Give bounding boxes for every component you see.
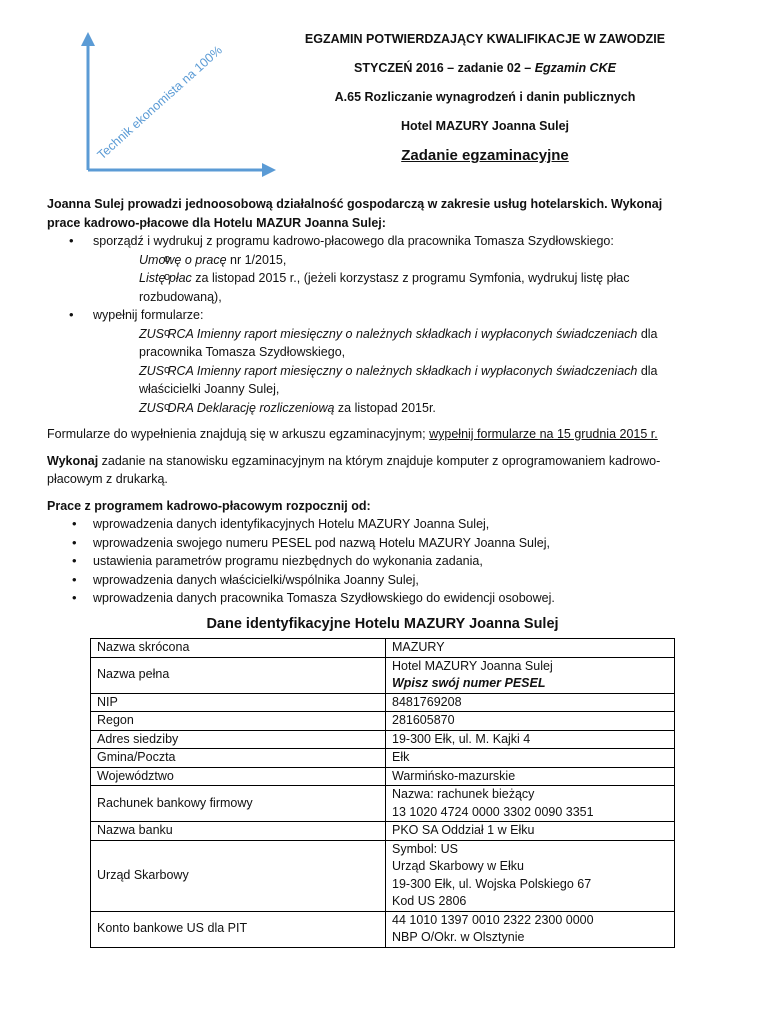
sub-item-italic: ZUS RCA Imienny raport miesięczny o należnych składkach i wypłaconych świadczeniach [139, 326, 638, 341]
table-row [91, 911, 675, 947]
document-body [47, 195, 687, 608]
table-row [91, 840, 675, 911]
table-key: Nazwa pełna [91, 657, 386, 693]
table-value-line: Urząd Skarbowy w Ełku [392, 859, 524, 873]
table-key: NIP [91, 693, 386, 712]
table-value-line: Kod US 2806 [392, 894, 467, 908]
table-value [386, 911, 675, 947]
sub-list [93, 251, 687, 307]
table-value-line: Ełk [392, 750, 410, 764]
work-paragraph-text: zadanie na stanowisku egzaminacyjnym na którym znajduje komputer z oprogramowaniem kadrowo-płacowym z drukarką. [47, 453, 661, 486]
sub-item-text: dla właścicielki Joanny Sulej, [139, 363, 658, 396]
table-value [386, 730, 675, 749]
forms-paragraph-underlined: wypełnij formularze na 15 grudnia 2015 r. [429, 427, 658, 441]
intro-paragraph: Joanna Sulej prowadzi jednoosobową działalność gospodarczą w zakresie usług hotelarskich. Wykonaj prace kadrowo-płacowe dla Hotelu MAZUR Joanna Sulej: [47, 197, 663, 230]
table-value-line: MAZURY [392, 640, 445, 654]
table-value-line: 13 1020 4724 0000 3302 0090 3351 [392, 804, 594, 819]
forms-paragraph-text: Formularze do wypełnienia znajdują się w arkuszu egzaminacyjnym; [47, 427, 430, 441]
header-line-2 [282, 59, 688, 88]
table-row [91, 749, 675, 768]
table-key: Urząd Skarbowy [91, 840, 386, 911]
sub-item-italic: Umowę o pracę [139, 252, 227, 267]
logo-text: Technik ekonomista na 100% [94, 43, 225, 163]
pesel-placeholder: Wpisz swój numer PESEL [392, 676, 546, 690]
sub-list-item [93, 251, 687, 270]
table-value-line: 8481769208 [392, 694, 462, 709]
table-key: Regon [91, 712, 386, 731]
table-row [91, 767, 675, 786]
table-value [386, 822, 675, 841]
list-item-text: wypełnij formularze: [93, 308, 204, 322]
document-header [282, 30, 688, 166]
list-item: • ustawienia parametrów programu niezbędnych do wykonania zadania, [47, 552, 687, 571]
table-value [386, 749, 675, 768]
sub-item-text: za listopad 2015 r., (jeżeli korzystasz z programu Symfonia, wydrukuj listę płac rozbudowaną), [139, 271, 630, 304]
forms-paragraph [47, 425, 687, 444]
table-title: Dane identyfikacyjne Hotelu MAZURY Joanna Sulej [206, 616, 559, 632]
header-line-3: A.65 Rozliczanie wynagrodzeń i danin publicznych [334, 90, 636, 104]
work-paragraph [47, 452, 687, 489]
logo-axes-icon [78, 30, 278, 180]
sub-list-item [93, 325, 687, 362]
header-line-4: Hotel MAZURY Joanna Sulej [400, 119, 570, 133]
table-value [386, 712, 675, 731]
table-value [386, 693, 675, 712]
sub-list-item [93, 269, 687, 306]
table-key: Województwo [91, 767, 386, 786]
table-row [91, 786, 675, 822]
list-item [47, 306, 687, 417]
sub-list-item [93, 362, 687, 399]
work-paragraph-bold: Wykonaj [47, 453, 99, 468]
table-value-line: 44 1010 1397 0010 2322 2300 0000 [392, 912, 594, 927]
table-key: Konto bankowe US dla PIT [91, 911, 386, 947]
sub-item-text: za listopad 2015r. [334, 400, 436, 415]
sub-item-italic: Listę płac [139, 271, 192, 285]
list-item: • wprowadzenia swojego numeru PESEL pod nazwą Hotelu MAZURY Joanna Sulej, [47, 534, 687, 553]
table-key: Rachunek bankowy firmowy [91, 786, 386, 822]
header-line-2-prefix: STYCZEŃ 2016 – zadanie 02 – [354, 61, 535, 75]
sub-item-text: nr 1/2015, [226, 252, 287, 267]
table-value-line: Nazwa: rachunek bieżący [392, 787, 535, 801]
table-row [91, 730, 675, 749]
table-key: Adres siedziby [91, 730, 386, 749]
table-row [91, 657, 675, 693]
table-value-line: 281605870 [392, 713, 455, 727]
header-line-2-italic: Egzamin CKE [534, 61, 616, 75]
start-list [47, 515, 687, 608]
table-value [386, 786, 675, 822]
sub-item-italic: ZUS DRA Deklarację rozliczeniową [139, 400, 335, 415]
list-item-text: sporządź i wydrukuj z programu kadrowo-płacowego dla pracownika Tomasza Szydłowskiego: [93, 234, 614, 248]
sub-item-text: dla pracownika Tomasza Szydłowskiego, [139, 326, 658, 359]
table-value-line: 19-300 Ełk, ul. Wojska Polskiego 67 [392, 876, 592, 891]
header-line-1: EGZAMIN POTWIERDZAJĄCY KWALIFIKACJE W ZAWODZIE [304, 32, 666, 46]
table-row [91, 639, 675, 658]
table-value-line: Symbol: US [392, 841, 458, 856]
task-list [47, 232, 687, 417]
table-value-line: PKO SA Oddział 1 w Ełku [392, 823, 535, 837]
table-value [386, 840, 675, 911]
table-value [386, 639, 675, 658]
table-value [386, 657, 675, 693]
table-row [91, 712, 675, 731]
table-value-line: Hotel MAZURY Joanna Sulej [392, 658, 553, 673]
list-item: • wprowadzenia danych pracownika Tomasza Szydłowskiego do ewidencji osobowej. [47, 589, 687, 608]
table-key: Nazwa skrócona [91, 639, 386, 658]
sub-list [93, 325, 687, 418]
table-row [91, 822, 675, 841]
list-item: • wprowadzenia danych identyfikacyjnych Hotelu MAZURY Joanna Sulej, [47, 515, 687, 534]
start-heading: Prace z programem kadrowo-płacowym rozpocznij od: [47, 498, 371, 513]
sub-list-item [93, 399, 687, 418]
list-item: • wprowadzenia danych właścicielki/wspólnika Joanny Sulej, [47, 571, 687, 590]
task-title: Zadanie egzaminacyjne [401, 147, 569, 164]
table-value-line: 19-300 Ełk, ul. M. Kajki 4 [392, 731, 531, 746]
table-key: Nazwa banku [91, 822, 386, 841]
sub-item-italic: ZUS RCA Imienny raport miesięczny o należnych składkach i wypłaconych świadczeniach [139, 363, 638, 378]
table-key: Gmina/Poczta [91, 749, 386, 768]
table-value [386, 767, 675, 786]
list-item [47, 232, 687, 306]
identification-table [90, 638, 675, 948]
table-value-line: NBP O/Okr. w Olsztynie [392, 930, 525, 944]
table-row [91, 693, 675, 712]
table-value-line: Warmińsko-mazurskie [392, 768, 516, 783]
